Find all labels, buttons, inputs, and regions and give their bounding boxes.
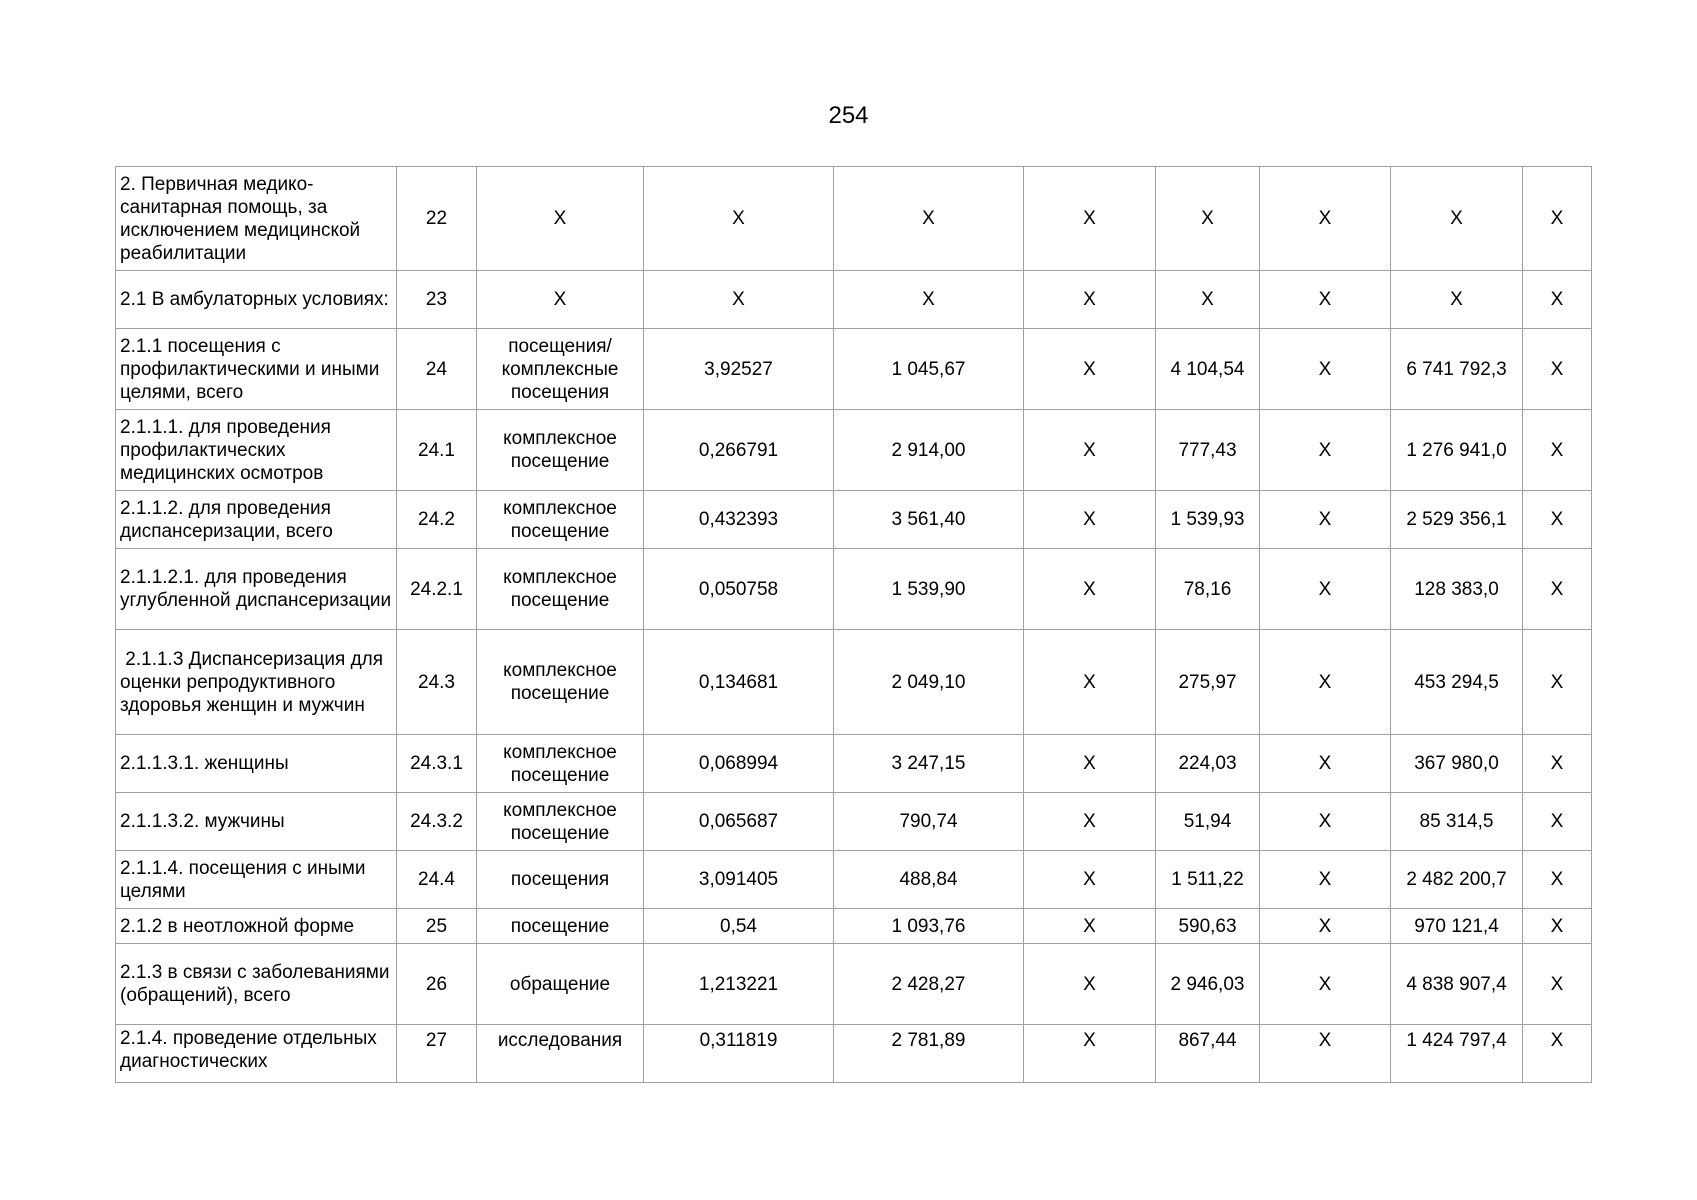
table-row bbox=[116, 271, 1592, 329]
unit-cell: обращение bbox=[477, 944, 644, 1025]
value-cell: 1 539,93 bbox=[1156, 491, 1260, 549]
value-cell: Х bbox=[834, 167, 1024, 271]
value-cell: 2 529 356,1 bbox=[1391, 491, 1523, 549]
value-cell: 453 294,5 bbox=[1391, 630, 1523, 735]
value-cell: 2 914,00 bbox=[834, 410, 1024, 491]
table-row bbox=[116, 851, 1592, 909]
value-cell: 867,44 bbox=[1156, 1025, 1260, 1083]
value-cell: 0,050758 bbox=[644, 549, 834, 630]
value-cell: Х bbox=[1260, 329, 1391, 410]
value-cell: Х bbox=[1391, 271, 1523, 329]
value-cell: Х bbox=[1024, 851, 1156, 909]
value-cell: 3 247,15 bbox=[834, 735, 1024, 793]
value-cell: 2 482 200,7 bbox=[1391, 851, 1523, 909]
value-cell: Х bbox=[1024, 630, 1156, 735]
page-number: 254 bbox=[828, 102, 869, 129]
value-cell: Х bbox=[1024, 944, 1156, 1025]
value-cell: 224,03 bbox=[1156, 735, 1260, 793]
row-number-cell: 25 bbox=[397, 909, 477, 944]
value-cell: 0,068994 bbox=[644, 735, 834, 793]
value-cell: 970 121,4 bbox=[1391, 909, 1523, 944]
row-name-cell: 2.1.3 в связи с заболеваниями (обращений), всего bbox=[116, 944, 397, 1025]
unit-cell: исследования bbox=[477, 1025, 644, 1083]
row-number-cell: 26 bbox=[397, 944, 477, 1025]
value-cell: 790,74 bbox=[834, 793, 1024, 851]
value-cell: 1 045,67 bbox=[834, 329, 1024, 410]
value-cell: 3,92527 bbox=[644, 329, 834, 410]
row-name-cell: 2.1.1.1. для проведения профилактических медицинских осмотров bbox=[116, 410, 397, 491]
table-row bbox=[116, 1025, 1592, 1083]
value-cell: 488,84 bbox=[834, 851, 1024, 909]
value-cell: 0,311819 bbox=[644, 1025, 834, 1083]
value-cell: 0,065687 bbox=[644, 793, 834, 851]
value-cell: Х bbox=[1523, 909, 1592, 944]
table-row bbox=[116, 909, 1592, 944]
unit-cell: Х bbox=[477, 271, 644, 329]
value-cell: 85 314,5 bbox=[1391, 793, 1523, 851]
value-cell: 2 781,89 bbox=[834, 1025, 1024, 1083]
value-cell: 1 511,22 bbox=[1156, 851, 1260, 909]
value-cell: Х bbox=[1260, 793, 1391, 851]
row-name-cell: 2.1.4. проведение отдельных диагностических bbox=[116, 1025, 397, 1083]
row-number-cell: 24 bbox=[397, 329, 477, 410]
value-cell: Х bbox=[1523, 167, 1592, 271]
table-row bbox=[116, 793, 1592, 851]
value-cell: 1 539,90 bbox=[834, 549, 1024, 630]
row-name-cell: 2.1.1.2. для проведения диспансеризации, всего bbox=[116, 491, 397, 549]
value-cell: Х bbox=[1156, 271, 1260, 329]
row-name-cell: 2.1 В амбулаторных условиях: bbox=[116, 271, 397, 329]
value-cell: Х bbox=[1391, 167, 1523, 271]
value-cell: Х bbox=[1260, 167, 1391, 271]
value-cell: 4 104,54 bbox=[1156, 329, 1260, 410]
row-number-cell: 24.4 bbox=[397, 851, 477, 909]
value-cell: 1,213221 bbox=[644, 944, 834, 1025]
value-cell: Х bbox=[1024, 1025, 1156, 1083]
row-number-cell: 24.3 bbox=[397, 630, 477, 735]
row-number-cell: 24.1 bbox=[397, 410, 477, 491]
value-cell: 6 741 792,3 bbox=[1391, 329, 1523, 410]
value-cell: 1 093,76 bbox=[834, 909, 1024, 944]
value-cell: Х bbox=[1024, 909, 1156, 944]
value-cell: Х bbox=[1523, 329, 1592, 410]
value-cell: Х bbox=[1024, 735, 1156, 793]
unit-cell: комплексное посещение bbox=[477, 630, 644, 735]
value-cell: Х bbox=[1024, 491, 1156, 549]
value-cell: Х bbox=[1024, 793, 1156, 851]
row-number-cell: 23 bbox=[397, 271, 477, 329]
value-cell: 2 946,03 bbox=[1156, 944, 1260, 1025]
value-cell: Х bbox=[1260, 735, 1391, 793]
value-cell: Х bbox=[1523, 793, 1592, 851]
value-cell: 3,091405 bbox=[644, 851, 834, 909]
value-cell: Х bbox=[1260, 1025, 1391, 1083]
value-cell: Х bbox=[834, 271, 1024, 329]
value-cell: 2 428,27 bbox=[834, 944, 1024, 1025]
unit-cell: посещения bbox=[477, 851, 644, 909]
unit-cell: посещения/ комплексные посещения bbox=[477, 329, 644, 410]
value-cell: Х bbox=[1523, 851, 1592, 909]
row-number-cell: 24.3.1 bbox=[397, 735, 477, 793]
data-table bbox=[115, 166, 1592, 1083]
unit-cell: комплексное посещение bbox=[477, 491, 644, 549]
value-cell: Х bbox=[644, 167, 834, 271]
row-name-cell: 2.1.1.2.1. для проведения углубленной диспансеризации bbox=[116, 549, 397, 630]
unit-cell: посещение bbox=[477, 909, 644, 944]
value-cell: Х bbox=[1156, 167, 1260, 271]
value-cell: 367 980,0 bbox=[1391, 735, 1523, 793]
table-row bbox=[116, 735, 1592, 793]
value-cell: Х bbox=[1260, 851, 1391, 909]
value-cell: Х bbox=[1260, 909, 1391, 944]
value-cell: Х bbox=[1260, 491, 1391, 549]
value-cell: Х bbox=[1523, 735, 1592, 793]
unit-cell: комплексное посещение bbox=[477, 549, 644, 630]
value-cell: Х bbox=[1523, 271, 1592, 329]
value-cell: 51,94 bbox=[1156, 793, 1260, 851]
unit-cell: Х bbox=[477, 167, 644, 271]
table-row bbox=[116, 944, 1592, 1025]
value-cell: Х bbox=[1024, 167, 1156, 271]
value-cell: 275,97 bbox=[1156, 630, 1260, 735]
row-number-cell: 24.2.1 bbox=[397, 549, 477, 630]
row-number-cell: 22 bbox=[397, 167, 477, 271]
value-cell: Х bbox=[1260, 630, 1391, 735]
row-name-cell: 2.1.2 в неотложной форме bbox=[116, 909, 397, 944]
unit-cell: комплексное посещение bbox=[477, 410, 644, 491]
value-cell: Х bbox=[1523, 630, 1592, 735]
value-cell: 128 383,0 bbox=[1391, 549, 1523, 630]
value-cell: Х bbox=[1024, 271, 1156, 329]
row-name-cell: 2.1.1 посещения с профилактическими и иными целями, всего bbox=[116, 329, 397, 410]
table-row bbox=[116, 491, 1592, 549]
value-cell: 3 561,40 bbox=[834, 491, 1024, 549]
table-row bbox=[116, 549, 1592, 630]
value-cell: 777,43 bbox=[1156, 410, 1260, 491]
value-cell: Х bbox=[1260, 271, 1391, 329]
unit-cell: комплексное посещение bbox=[477, 793, 644, 851]
row-number-cell: 24.2 bbox=[397, 491, 477, 549]
value-cell: 0,134681 bbox=[644, 630, 834, 735]
value-cell: Х bbox=[1260, 944, 1391, 1025]
table-row bbox=[116, 630, 1592, 735]
value-cell: Х bbox=[1024, 549, 1156, 630]
row-number-cell: 27 bbox=[397, 1025, 477, 1083]
row-name-cell: 2. Первичная медико-санитарная помощь, за исключением медицинской реабилитации bbox=[116, 167, 397, 271]
table-row bbox=[116, 329, 1592, 410]
value-cell: Х bbox=[1024, 410, 1156, 491]
value-cell: 4 838 907,4 bbox=[1391, 944, 1523, 1025]
value-cell: Х bbox=[1523, 491, 1592, 549]
value-cell: 0,266791 bbox=[644, 410, 834, 491]
table-row bbox=[116, 410, 1592, 491]
row-name-cell: 2.1.1.3 Диспансеризация для оценки репродуктивного здоровья женщин и мужчин bbox=[116, 630, 397, 735]
value-cell: 0,432393 bbox=[644, 491, 834, 549]
value-cell: Х bbox=[1523, 944, 1592, 1025]
row-name-cell: 2.1.1.4. посещения с иными целями bbox=[116, 851, 397, 909]
row-name-cell: 2.1.1.3.1. женщины bbox=[116, 735, 397, 793]
value-cell: 1 424 797,4 bbox=[1391, 1025, 1523, 1083]
value-cell: Х bbox=[1260, 410, 1391, 491]
value-cell: Х bbox=[644, 271, 834, 329]
unit-cell: комплексное посещение bbox=[477, 735, 644, 793]
value-cell: 1 276 941,0 bbox=[1391, 410, 1523, 491]
value-cell: Х bbox=[1523, 549, 1592, 630]
value-cell: 2 049,10 bbox=[834, 630, 1024, 735]
value-cell: 0,54 bbox=[644, 909, 834, 944]
value-cell: Х bbox=[1523, 410, 1592, 491]
table-row bbox=[116, 167, 1592, 271]
value-cell: Х bbox=[1024, 329, 1156, 410]
value-cell: Х bbox=[1260, 549, 1391, 630]
value-cell: 78,16 bbox=[1156, 549, 1260, 630]
value-cell: Х bbox=[1523, 1025, 1592, 1083]
row-number-cell: 24.3.2 bbox=[397, 793, 477, 851]
row-name-cell: 2.1.1.3.2. мужчины bbox=[116, 793, 397, 851]
value-cell: 590,63 bbox=[1156, 909, 1260, 944]
